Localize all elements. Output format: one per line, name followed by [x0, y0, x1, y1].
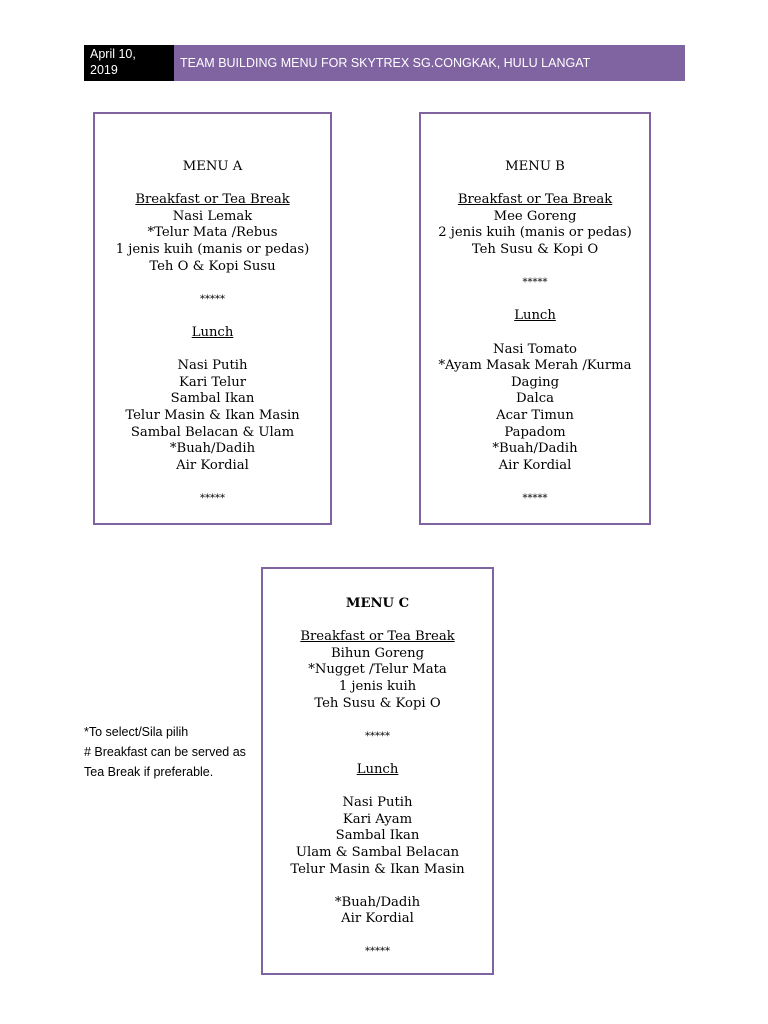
header-title-bar [174, 45, 685, 81]
menu-item: Acar Timun [496, 407, 574, 423]
menu-a-title: MENU A [182, 159, 243, 174]
menu-c-separator: ***** [365, 730, 390, 742]
menu-a-lunch-heading: Lunch [191, 324, 234, 340]
menu-b-separator: ***** [522, 277, 548, 289]
menu-item: *Ayam Masak Merah /Kurma [438, 358, 632, 374]
menu-b-title: MENU B [505, 159, 565, 174]
header-date [84, 45, 174, 81]
menu-item: 1 jenis kuih (manis or pedas) [115, 241, 310, 257]
menu-item: Teh O & Kopi Susu [149, 258, 276, 274]
menu-item: Air Kordial [498, 457, 572, 473]
menu-b-end: ***** [522, 492, 548, 504]
menu-item: Dalca [516, 391, 554, 407]
menu-item: Telur Masin & Ikan Masin [290, 861, 465, 877]
menu-item: 2 jenis kuih (manis or pedas) [438, 225, 632, 241]
footnote: Tea Break if preferable. [84, 765, 214, 779]
menu-item: *Buah/Dadih [334, 894, 421, 910]
menu-item: Kari Ayam [342, 811, 413, 827]
menu-b-box [419, 112, 651, 525]
menu-a-box [93, 112, 332, 525]
menu-item: *Buah/Dadih [492, 441, 578, 457]
menu-item: Mee Goreng [493, 208, 577, 224]
menu-c-box [261, 567, 494, 975]
menu-item: Nasi Tomato [493, 341, 577, 357]
menu-item: Teh Susu & Kopi O [471, 241, 599, 257]
menu-item: Bihun Goreng [330, 645, 425, 661]
menu-item: Sambal Ikan [335, 828, 420, 844]
menu-item: Nasi Putih [342, 795, 413, 811]
menu-item: *Telur Mata /Rebus [147, 225, 278, 241]
footnote: *To select/Sila pilih [84, 725, 189, 739]
menu-item: *Buah/Dadih [169, 441, 256, 457]
footnote: # Breakfast can be served as [84, 745, 246, 759]
date-line-1: April 10, [90, 47, 136, 61]
menu-item: Nasi Putih [177, 358, 248, 374]
menu-c-lunch-heading: Lunch [356, 761, 399, 777]
menu-a-end: ***** [200, 492, 225, 504]
menu-item: Teh Susu & Kopi O [314, 695, 441, 711]
menu-a-breakfast-heading: Breakfast or Tea Break [135, 192, 290, 208]
menu-item: Sambal Belacan & Ulam [130, 424, 295, 440]
date-line-2: 2019 [90, 63, 118, 77]
menu-b-lunch-heading: Lunch [514, 308, 556, 324]
menu-b-breakfast-heading: Breakfast or Tea Break [457, 192, 613, 208]
menu-a-separator: ***** [200, 293, 225, 305]
menu-item: Kari Telur [178, 374, 247, 390]
menu-item: Ulam & Sambal Belacan [295, 844, 460, 860]
menu-item: *Nugget /Telur Mata [308, 662, 447, 678]
menu-item: 1 jenis kuih [338, 678, 417, 694]
menu-item: Air Kordial [341, 911, 414, 927]
menu-c-title: MENU C [345, 596, 410, 611]
menu-c-end: ***** [365, 946, 390, 958]
menu-item: Papadom [504, 424, 566, 440]
page-title: TEAM BUILDING MENU FOR SKYTREX SG.CONGKAK, HULU LANGAT [180, 56, 591, 70]
footnotes [84, 722, 246, 782]
menu-c-breakfast-heading: Breakfast or Tea Break [300, 629, 455, 645]
menu-item: Sambal Ikan [170, 391, 255, 407]
menu-item: Nasi Lemak [172, 208, 253, 224]
menu-item: Air Kordial [176, 457, 249, 473]
menu-item: Daging [510, 374, 560, 390]
menu-item: Telur Masin & Ikan Masin [125, 407, 300, 423]
